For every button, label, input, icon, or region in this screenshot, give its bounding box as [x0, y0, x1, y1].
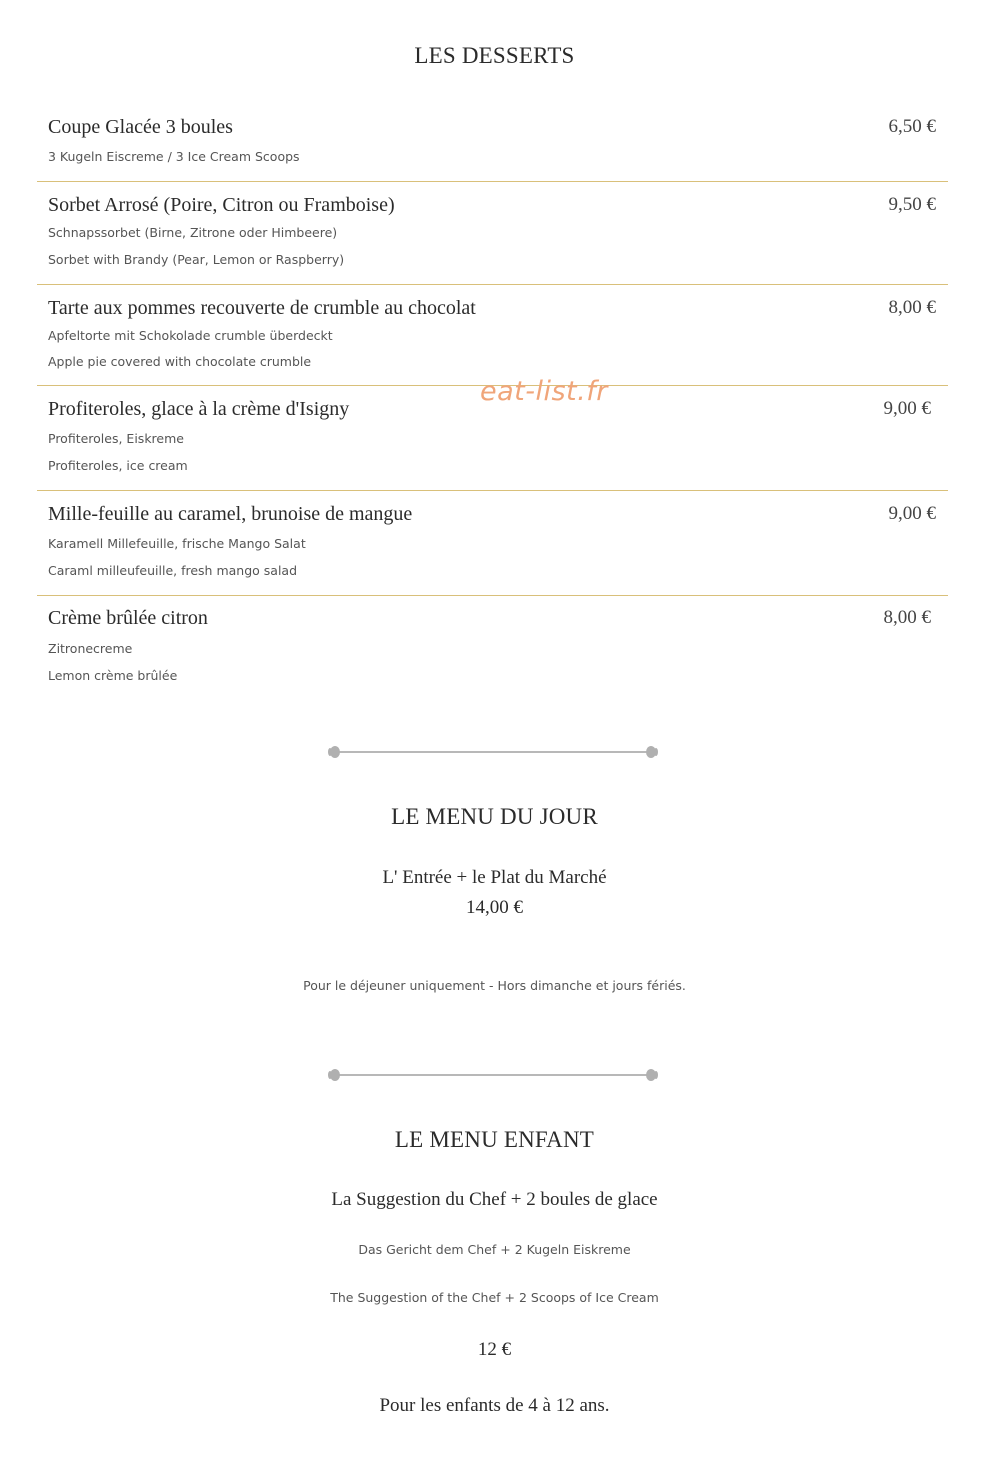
item-name: Tarte aux pommes recouverte de crumble au chocolat — [48, 297, 476, 319]
menu-enfant-line: La Suggestion du Chef + 2 boules de glace — [331, 1189, 658, 1210]
item-description: 3 Kugeln Eiscreme / 3 Ice Cream Scoops — [48, 149, 300, 164]
item-divider — [37, 490, 948, 491]
item-divider — [37, 595, 948, 596]
item-description: Apfeltorte mit Schokolade crumble überdeckt — [48, 328, 333, 343]
menu-enfant-note: Pour les enfants de 4 à 12 ans. — [379, 1395, 610, 1416]
menu-enfant-title: LE MENU ENFANT — [394, 1127, 595, 1152]
menu-jour-line: L' Entrée + le Plat du Marché — [382, 867, 607, 888]
menu-enfant-german: Das Gericht dem Chef + 2 Kugeln Eiskreme — [358, 1242, 631, 1257]
item-description: Caraml milleufeuille, fresh mango salad — [48, 563, 298, 578]
item-description: Karamell Millefeuille, frische Mango Salat — [48, 536, 306, 551]
item-description: Profiteroles, Eiskreme — [48, 431, 184, 446]
item-name: Profiteroles, glace à la crème d'Isigny — [48, 398, 350, 420]
item-description: Profiteroles, ice cream — [48, 458, 188, 473]
item-name: Mille-feuille au caramel, brunoise de mangue — [48, 503, 413, 525]
item-price: 8,00 € — [888, 297, 936, 318]
item-description: Sorbet with Brandy (Pear, Lemon or Raspberry) — [48, 252, 345, 267]
menu-enfant-price: 12 € — [477, 1339, 512, 1360]
desserts-title: LES DESSERTS — [414, 43, 575, 68]
item-description: Zitronecreme — [48, 641, 133, 656]
item-divider — [37, 181, 948, 182]
item-price: 6,50 € — [888, 116, 936, 137]
item-name: Coupe Glacée 3 boules — [48, 116, 233, 138]
item-divider — [37, 284, 948, 285]
ornamental-divider-icon — [328, 1067, 658, 1083]
item-price: 8,00 € — [883, 607, 931, 628]
item-name: Sorbet Arrosé (Poire, Citron ou Framboise) — [48, 194, 395, 216]
item-name: Crème brûlée citron — [48, 607, 208, 629]
item-description: Schnapssorbet (Birne, Zitrone oder Himbeere) — [48, 225, 338, 240]
item-price: 9,00 € — [888, 503, 936, 524]
item-description: Apple pie covered with chocolate crumble — [48, 354, 312, 369]
menu-jour-title: LE MENU DU JOUR — [391, 804, 598, 829]
item-price: 9,50 € — [888, 194, 936, 215]
menu-enfant-english: The Suggestion of the Chef + 2 Scoops of Ice Cream — [330, 1290, 659, 1305]
item-description: Lemon crème brûlée — [48, 668, 178, 683]
menu-jour-price: 14,00 € — [466, 897, 523, 918]
ornamental-divider-icon — [328, 744, 658, 760]
item-price: 9,00 € — [883, 398, 931, 419]
menu-jour-note: Pour le déjeuner uniquement - Hors dimanche et jours fériés. — [303, 978, 686, 993]
watermark: eat-list.fr — [480, 376, 608, 407]
